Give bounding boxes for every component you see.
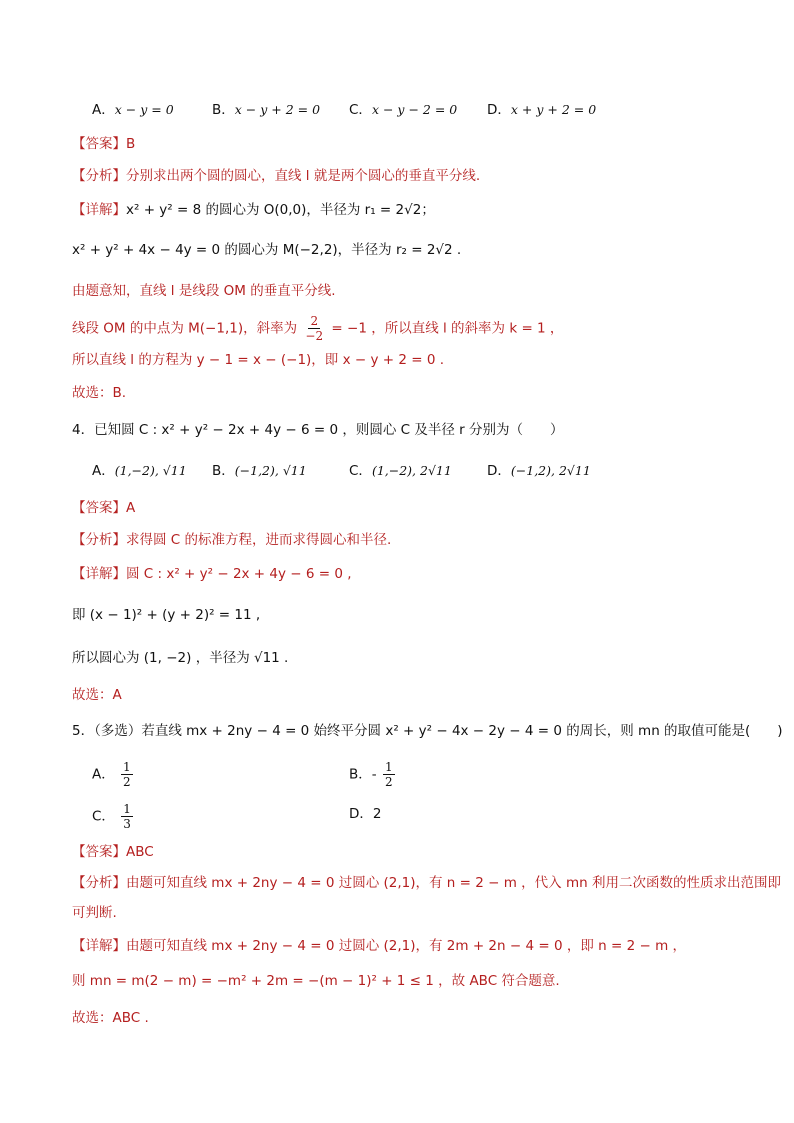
choose-line: 故选：A — [72, 687, 122, 703]
option-d: D．(−1,2), 2√11 — [487, 463, 591, 479]
detail-line: 所以圆心为 (1, −2) ，半径为 √11 . — [72, 650, 289, 666]
option-a: A． $\frac{1}{2}$ — [92, 760, 131, 789]
detail-line: 则 mn = m(2 − m) = −m² + 2m = −(m − 1)² + 1 ≤ 1 ，故 ABC 符合题意. — [72, 973, 560, 989]
option-a: A．x − y = 0 — [92, 102, 174, 118]
detail-line: 【详解】圆 C : x² + y² − 2x + 4y − 6 = 0 , — [72, 566, 352, 582]
detail-line: 【详解】由题可知直线 mx + 2ny − 4 = 0 过圆心 (2,1)，有 2m + 2n − 4 = 0 ，即 n = 2 − m ， — [72, 938, 687, 954]
option-a: A．(1,−2), √11 — [92, 463, 187, 479]
option-b: B．- $\frac{1}{2}$ — [349, 760, 393, 789]
option-d: D．2 — [349, 806, 382, 822]
answer-line: 【答案】A — [72, 500, 136, 516]
analysis-line: 【分析】由题可知直线 mx + 2ny − 4 = 0 过圆心 (2,1)，有 n = 2 − m ，代入 mn 利用二次函数的性质求出范围即 — [72, 875, 781, 891]
option-c: C． $\frac{1}{3}$ — [92, 802, 131, 831]
answer-line: 【答案】ABC — [72, 844, 154, 860]
detail-line: 由题意知，直线 l 是线段 OM 的垂直平分线. — [72, 283, 336, 299]
question-stem: 5．（多选）若直线 mx + 2ny − 4 = 0 始终平分圆 x² + y² − 4x − 2y − 4 = 0 的周长，则 mn 的取值可能是( ) — [72, 723, 783, 739]
option-b: B．(−1,2), √11 — [212, 463, 307, 479]
analysis-line: 可判断. — [72, 905, 117, 921]
detail-line: 【详解】x² + y² = 8 的圆心为 O(0,0)，半径为 r₁ = 2√2； — [72, 202, 435, 218]
option-d: D．x + y + 2 = 0 — [487, 102, 597, 118]
detail-line: 线段 OM 的中点为 M(−1,1)，斜率为 $\frac{2}{-2}$ = −1 ，所以直线 l 的斜率为 k = 1 ， — [72, 314, 564, 343]
answer-line: 【答案】B — [72, 136, 136, 152]
slope-fraction: $\frac{2}{-2}$ — [305, 314, 324, 343]
option-b: B．x − y + 2 = 0 — [212, 102, 321, 118]
detail-line: 即 (x − 1)² + (y + 2)² = 11 , — [72, 607, 261, 623]
analysis-line: 【分析】分别求出两个圆的圆心，直线 l 就是两个圆心的垂直平分线. — [72, 168, 481, 184]
detail-line: x² + y² + 4x − 4y = 0 的圆心为 M(−2,2)，半径为 r₂ = 2√2 . — [72, 242, 462, 258]
option-c: C．(1,−2), 2√11 — [349, 463, 452, 479]
choose-line: 故选：B. — [72, 385, 127, 401]
detail-line: 所以直线 l 的方程为 y − 1 = x − (−1)，即 x − y + 2 = 0 . — [72, 352, 445, 368]
question-stem: 4．已知圆 C : x² + y² − 2x + 4y − 6 = 0 ，则圆心 C 及半径 r 分别为（ ） — [72, 422, 564, 438]
choose-line: 故选：ABC . — [72, 1010, 149, 1026]
analysis-line: 【分析】求得圆 C 的标准方程，进而求得圆心和半径. — [72, 532, 392, 548]
option-c: C．x − y − 2 = 0 — [349, 102, 458, 118]
